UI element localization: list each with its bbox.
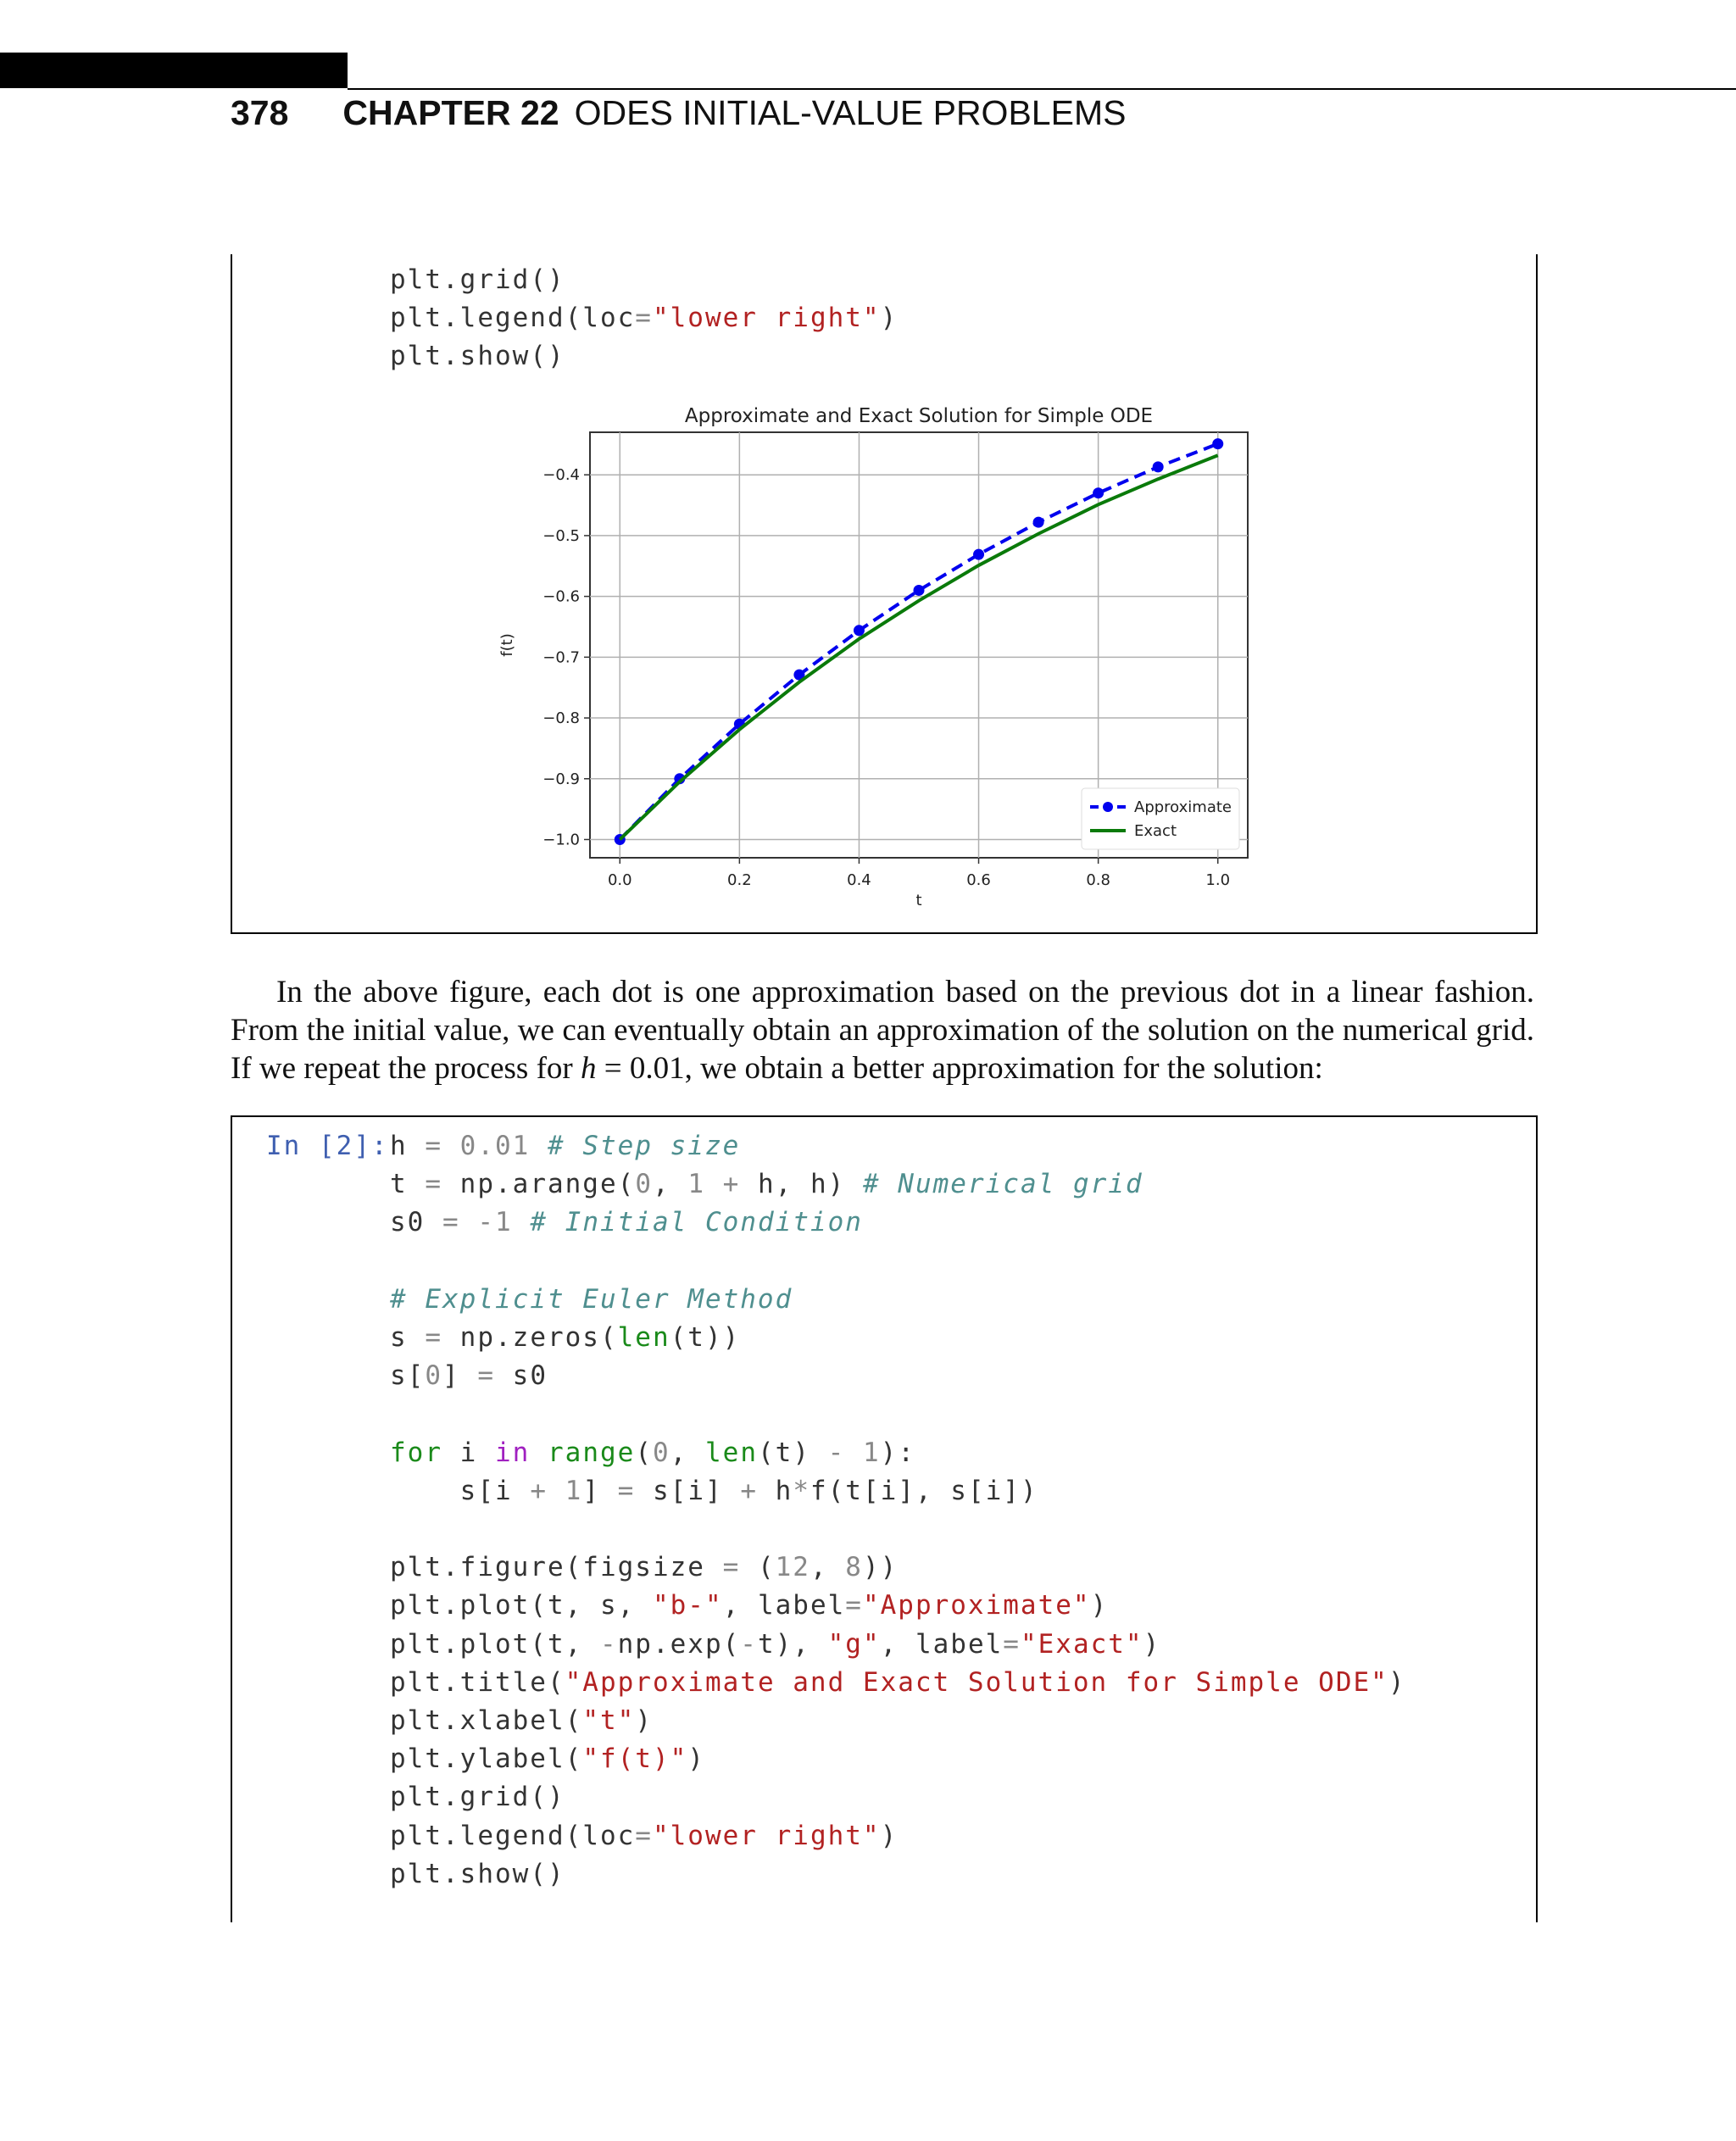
chart	[493, 398, 1273, 932]
code-line: for i in range(0, len(t) - 1):	[390, 1437, 915, 1468]
data-point	[854, 625, 865, 636]
header-rule	[348, 88, 1736, 90]
x-tick-label: 0.4	[847, 871, 871, 889]
code-line: # Explicit Euler Method	[390, 1283, 793, 1315]
data-point	[1033, 517, 1044, 528]
x-tick-label: 1.0	[1205, 871, 1231, 889]
code-line: s[i + 1] = s[i] + h*f(t[i], s[i])	[390, 1475, 1038, 1506]
cell-prompt: In [2]:	[266, 1131, 389, 1161]
code-top-lines	[390, 261, 898, 376]
y-tick-label: −0.9	[542, 770, 580, 788]
chart-title: Approximate and Exact Solution for Simple ODE	[684, 405, 1154, 427]
x-tick-label: 0.2	[727, 871, 752, 889]
legend-label: Exact	[1134, 822, 1177, 840]
code-line: plt.grid()	[390, 1782, 565, 1813]
code-line: s[0] = s0	[390, 1360, 548, 1392]
paragraph-text: In the above figure, each dot is one approximation based on the previous dot in a linear fashion. From the initial value, we can eventually obtain an approximation of the solution on the numerical grid. If we repeat the process for	[231, 975, 1534, 1086]
data-point	[973, 549, 984, 560]
code-line: s = np.zeros(len(t))	[390, 1322, 741, 1354]
page-number: 378	[231, 93, 289, 132]
code-prompt	[266, 1127, 389, 1165]
chapter-title: ODES INITIAL-VALUE PROBLEMS	[574, 93, 1127, 132]
code-line: plt.show()	[390, 341, 565, 372]
chapter-label: CHAPTER 22	[342, 93, 559, 132]
header-bar	[0, 53, 348, 88]
code-bottom-lines	[390, 1127, 1406, 1894]
data-point	[1212, 438, 1223, 449]
code-line: plt.legend(loc="lower right")	[390, 303, 899, 334]
x-tick-label: 0.0	[607, 871, 632, 889]
y-tick-label: −0.8	[542, 709, 580, 728]
code-line: plt.plot(t, -np.exp(-t), "g", label="Exact")	[390, 1628, 1161, 1660]
body-paragraph	[231, 973, 1534, 1087]
code-line: plt.grid()	[390, 264, 565, 295]
legend-label: Approximate	[1134, 798, 1232, 816]
y-tick-label: −0.5	[542, 526, 580, 545]
h-symbol: h	[580, 1051, 597, 1086]
y-tick-label: −0.4	[542, 466, 580, 485]
y-axis-label: f(t)	[498, 633, 516, 657]
code-line: plt.title("Approximate and Exact Solution for Simple ODE")	[390, 1666, 1406, 1698]
page-header	[231, 93, 1126, 144]
code-line: t = np.arange(0, 1 + h, h) # Numerical grid	[390, 1169, 1143, 1200]
x-axis-label: t	[915, 892, 922, 909]
x-tick-label: 0.8	[1086, 871, 1110, 889]
code-cell-top	[231, 254, 1538, 934]
code-line: plt.figure(figsize = (12, 8))	[390, 1552, 899, 1583]
paragraph-text-end: = 0.01, we obtain a better approximation for the solution:	[596, 1051, 1323, 1086]
legend-marker	[1103, 802, 1113, 812]
y-tick-label: −1.0	[542, 831, 580, 849]
data-point	[1093, 487, 1104, 498]
y-tick-label: −0.6	[542, 587, 580, 606]
y-tick-label: −0.7	[542, 648, 580, 667]
code-line: plt.plot(t, s, "b-", label="Approximate")	[390, 1590, 1109, 1621]
code-line: plt.show()	[390, 1858, 565, 1889]
code-line: plt.legend(loc="lower right")	[390, 1820, 899, 1851]
legend-box	[1082, 788, 1239, 849]
code-line: h = 0.01 # Step size	[390, 1131, 741, 1161]
code-line: s0 = -1 # Initial Condition	[390, 1207, 863, 1238]
code-line: plt.ylabel("f(t)")	[390, 1743, 705, 1775]
code-cell-bottom	[231, 1115, 1538, 1922]
data-point	[1153, 461, 1164, 472]
data-point	[914, 585, 925, 596]
code-line: plt.xlabel("t")	[390, 1705, 653, 1737]
x-tick-label: 0.6	[966, 871, 991, 889]
